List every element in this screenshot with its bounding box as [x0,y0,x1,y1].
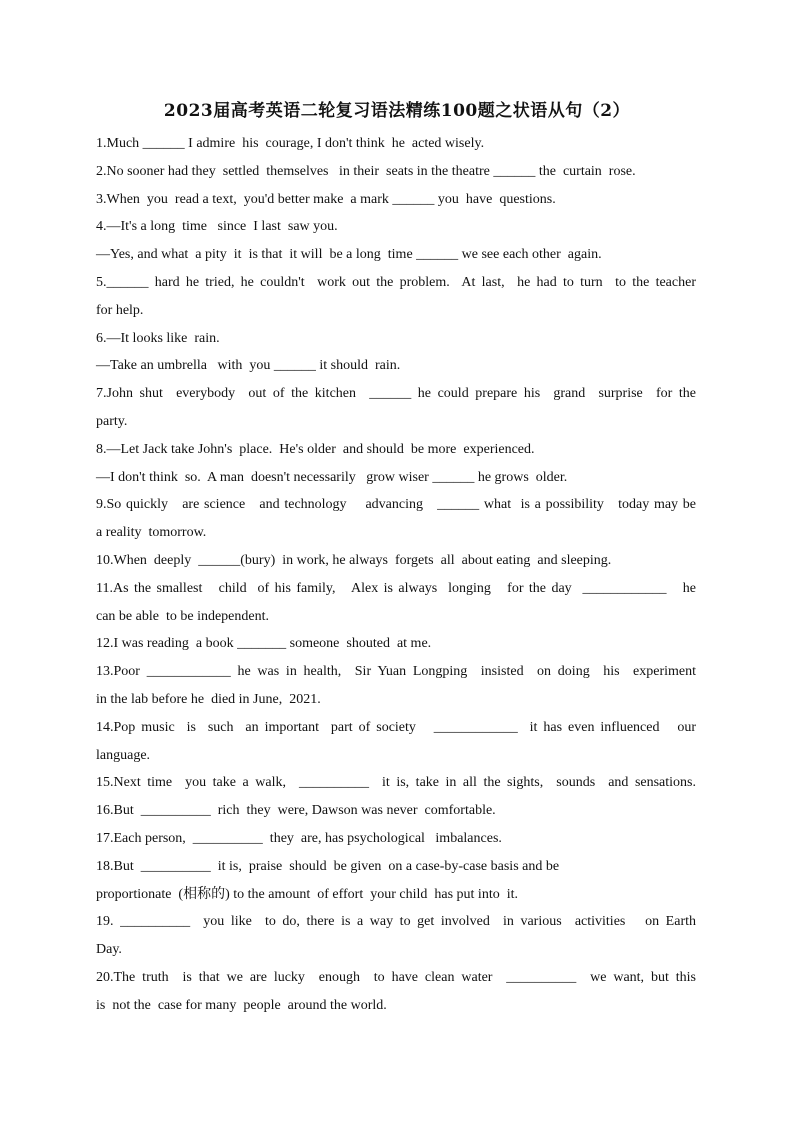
text-line: 10.When deeply ______(bury) in work, he always forgets all about eating and sleeping. [96,552,612,568]
text-line: 6.—It looks like rain. [96,330,220,346]
text-line: is not the case for many people around the world. [96,997,387,1013]
text-line: 11.As the smallest child of his family, Alex is always longing for the day ____________ he [96,580,696,596]
text-line: 16.But __________ rich they were, Dawson was never comfortable. [96,803,496,819]
text-line: Day. [96,942,122,958]
text-line: 9.So quickly are science and technology advancing ______ what is a possibility today may be [96,497,696,513]
text-line: for help. [96,302,144,318]
text-line: a reality tomorrow. [96,525,207,541]
text-line: 2.No sooner had they settled themselves in their seats in the theatre ______ the curtain rose. [96,163,636,179]
text-line: 3.When you read a text, you'd better make a mark ______ you have questions. [96,191,556,207]
text-line: 8.—Let Jack take John's place. He's older and should be more experienced. [96,441,535,457]
text-line: proportionate (相称的) to the amount of effort your child has put into it. [96,886,518,902]
text-line: 12.I was reading a book _______ someone shouted at me. [96,636,432,652]
text-line: 14.Pop music is such an important part of society ____________ it has even influenced our [96,719,696,735]
text-line: —I don't think so. A man doesn't necessarily grow wiser ______ he grows older. [96,469,568,485]
text-line: 13.Poor ____________ he was in health, Sir Yuan Longping insisted on doing his experiment [96,664,696,680]
text-line: —Take an umbrella with you ______ it should rain. [96,358,401,374]
text-line: 5.______ hard he tried, he couldn't work out the problem. At last, he had to turn to the teacher [96,274,696,290]
text-line: 15.Next time you take a walk, __________ it is, take in all the sights, sounds and sensations. [96,775,696,791]
text-line: 7.John shut everybody out of the kitchen ______ he could prepare his grand surprise for the [96,386,696,402]
text-line: can be able to be independent. [96,608,269,624]
text-line: 19. __________ you like to do, there is a way to get involved in various activities on Earth [96,914,696,930]
exercise-list [96,133,696,1023]
text-line: 18.But __________ it is, praise should be given on a case-by-case basis and be [96,858,560,874]
document-title: 2023届高考英语二轮复习语法精练100题之状语从句（2） [163,101,631,121]
text-line: 17.Each person, __________ they are, has psychological imbalances. [96,830,502,846]
text-line: in the lab before he died in June, 2021. [96,691,321,707]
text-line: 4.—It's a long time since I last saw you. [96,219,338,235]
text-line: party. [96,413,128,429]
text-line: —Yes, and what a pity it is that it will be a long time ______ we see each other again. [96,247,602,263]
text-line: 1.Much ______ I admire his courage, I don't think he acted wisely. [96,136,485,151]
text-line: language. [96,747,151,763]
text-line: 20.The truth is that we are lucky enough to have clean water __________ we want, but this [96,969,696,985]
